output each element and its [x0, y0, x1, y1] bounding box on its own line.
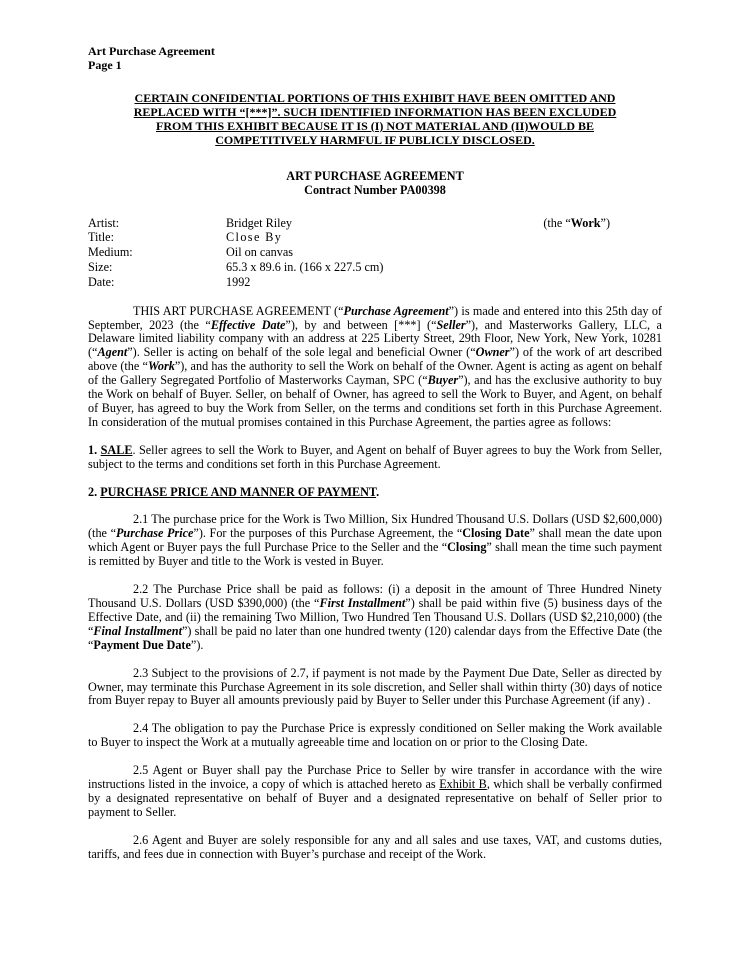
running-header [88, 44, 662, 72]
agreement-title: ART PURCHASE AGREEMENT [286, 168, 464, 183]
confidentiality-notice [88, 92, 662, 148]
header-page-number: Page 1 [88, 58, 122, 72]
contract-number: Contract Number PA00398 [304, 182, 446, 197]
detail-value: 1992 [226, 274, 251, 289]
section-2-heading: 2. PURCHASE PRICE AND MANNER OF PAYMENT. [88, 484, 380, 499]
section-1-sale: 1. SALE. Seller agrees to sell the Work to Buyer, and Agent on behalf of Buyer agrees to buy the Work from Seller, subject to the terms and conditions set forth in this Purchase Agreement. [88, 442, 662, 471]
detail-row-title [88, 231, 662, 246]
notice-line: CERTAIN CONFIDENTIAL PORTIONS OF THIS EXHIBIT HAVE BEEN OMITTED AND [134, 91, 616, 105]
exhibit-b-reference: Exhibit B [439, 777, 487, 792]
clause-2-5: 2.5 Agent or Buyer shall pay the Purchase Price to Seller by wire transfer in accordance with the wire instructions listed in the invoice, a copy of which is attached hereto as Exhibit B, which shall be verbally confirmed by a designated representative on behalf of Buyer and a designated representative on behalf of Seller prior to payment to Seller. [88, 763, 662, 819]
detail-value: Close By [226, 230, 283, 245]
detail-value: Oil on canvas [226, 245, 294, 260]
document-page [88, 44, 662, 862]
detail-row-date [88, 276, 662, 291]
detail-label: Size: [88, 260, 113, 275]
detail-row-size [88, 261, 662, 276]
detail-value: 65.3 x 89.6 in. (166 x 227.5 cm) [226, 260, 384, 275]
notice-line: FROM THIS EXHIBIT BECAUSE IT IS (I) NOT MATERIAL AND (II)WOULD BE [156, 118, 594, 133]
detail-label: Medium: [88, 245, 133, 260]
clause-2-6: 2.6 Agent and Buyer are solely responsible for any and all sales and use taxes, VAT, and customs duties, tariffs, and fees due in connection with Buyer’s purchase and receipt of the Work. [88, 832, 662, 861]
artwork-details [88, 217, 662, 291]
detail-label: Title: [88, 230, 114, 245]
notice-line: REPLACED WITH “[***]”. SUCH IDENTIFIED INFORMATION HAS BEEN EXCLUDED [133, 104, 617, 119]
detail-row-artist [88, 217, 662, 232]
intro-paragraph: THIS ART PURCHASE AGREEMENT (“Purchase Agreement”) is made and entered into this 25th day of September, 2023 (the “Effective Date”), by and between [***] (“Seller”), and Masterworks Gallery, LLC, a Delaware limited liability company with an address at 225 Liberty Street, 29th Floor, New York, New York, 10281 (“Agent”). Seller is acting on behalf of the sole legal and beneficial Owner (“Owner”) of the work of art described above (the “Work”), and has the authority to sell the Work on behalf of the Owner. Agent is acting as agent on behalf of the Gallery Segregated Portfolio of Masterworks Cayman, SPC (“Buyer”), and has the exclusive authority to buy the Work on behalf of Buyer. Seller, on behalf of Owner, has agreed to sell the Work to Buyer, and Agent, on behalf of Buyer, has agreed to buy the Work from Seller, on the terms and conditions set forth in this Purchase Agreement. In consideration of the mutual promises contained in this Purchase Agreement, the parties agree as follows: [88, 303, 662, 429]
header-title: Art Purchase Agreement [88, 44, 215, 58]
detail-value: Bridget Riley [226, 215, 293, 230]
work-definition: (the “Work”) [543, 215, 610, 230]
detail-row-medium [88, 246, 662, 261]
agreement-title-block [88, 169, 662, 197]
clause-2-1: 2.1 The purchase price for the Work is Two Million, Six Hundred Thousand U.S. Dollars (USD $2,600,000) (the “Purchase Price”). For the purposes of this Purchase Agreement, the “Closing Date” shall mean the date upon which Agent or Buyer pays the full Purchase Price to the Seller and the “Closing” shall mean the time such payment is remitted by Buyer and title to the Work is vested in Buyer. [88, 512, 663, 569]
clause-2-2: 2.2 The Purchase Price shall be paid as follows: (i) a deposit in the amount of Three Hundred Ninety Thousand U.S. Dollars (USD $390,000) (the “First Installment”) shall be paid within five (5) business days of the Effective Date, and (ii) the remaining Two Million, Two Hundred Ten Thousand U.S. Dollars (USD $2,210,000) (the “Final Installment”) shall be paid no later than one hundred twenty (120) calendar days from the Effective Date (the “Payment Due Date”). [88, 582, 662, 652]
section-heading: SALE [100, 442, 133, 457]
detail-label: Artist: [88, 215, 120, 230]
clause-2-4: 2.4 The obligation to pay the Purchase Price is expressly conditioned on Seller making the Work available to Buyer to inspect the Work at a mutually agreeable time and location on or prior to the Closing Date. [88, 721, 662, 750]
notice-line: COMPETITIVELY HARMFUL IF PUBLICLY DISCLOSED. [215, 132, 535, 147]
detail-label: Date: [88, 274, 115, 289]
clause-2-3: 2.3 Subject to the provisions of 2.7, if payment is not made by the Payment Due Date, Seller as directed by Owner, may terminate this Purchase Agreement in its sole discretion, and Seller shall within thirty (30) days of notice from Buyer repay to Buyer all amounts previously paid by Buyer to Seller under this Purchase Agreement (if any) . [88, 665, 662, 708]
